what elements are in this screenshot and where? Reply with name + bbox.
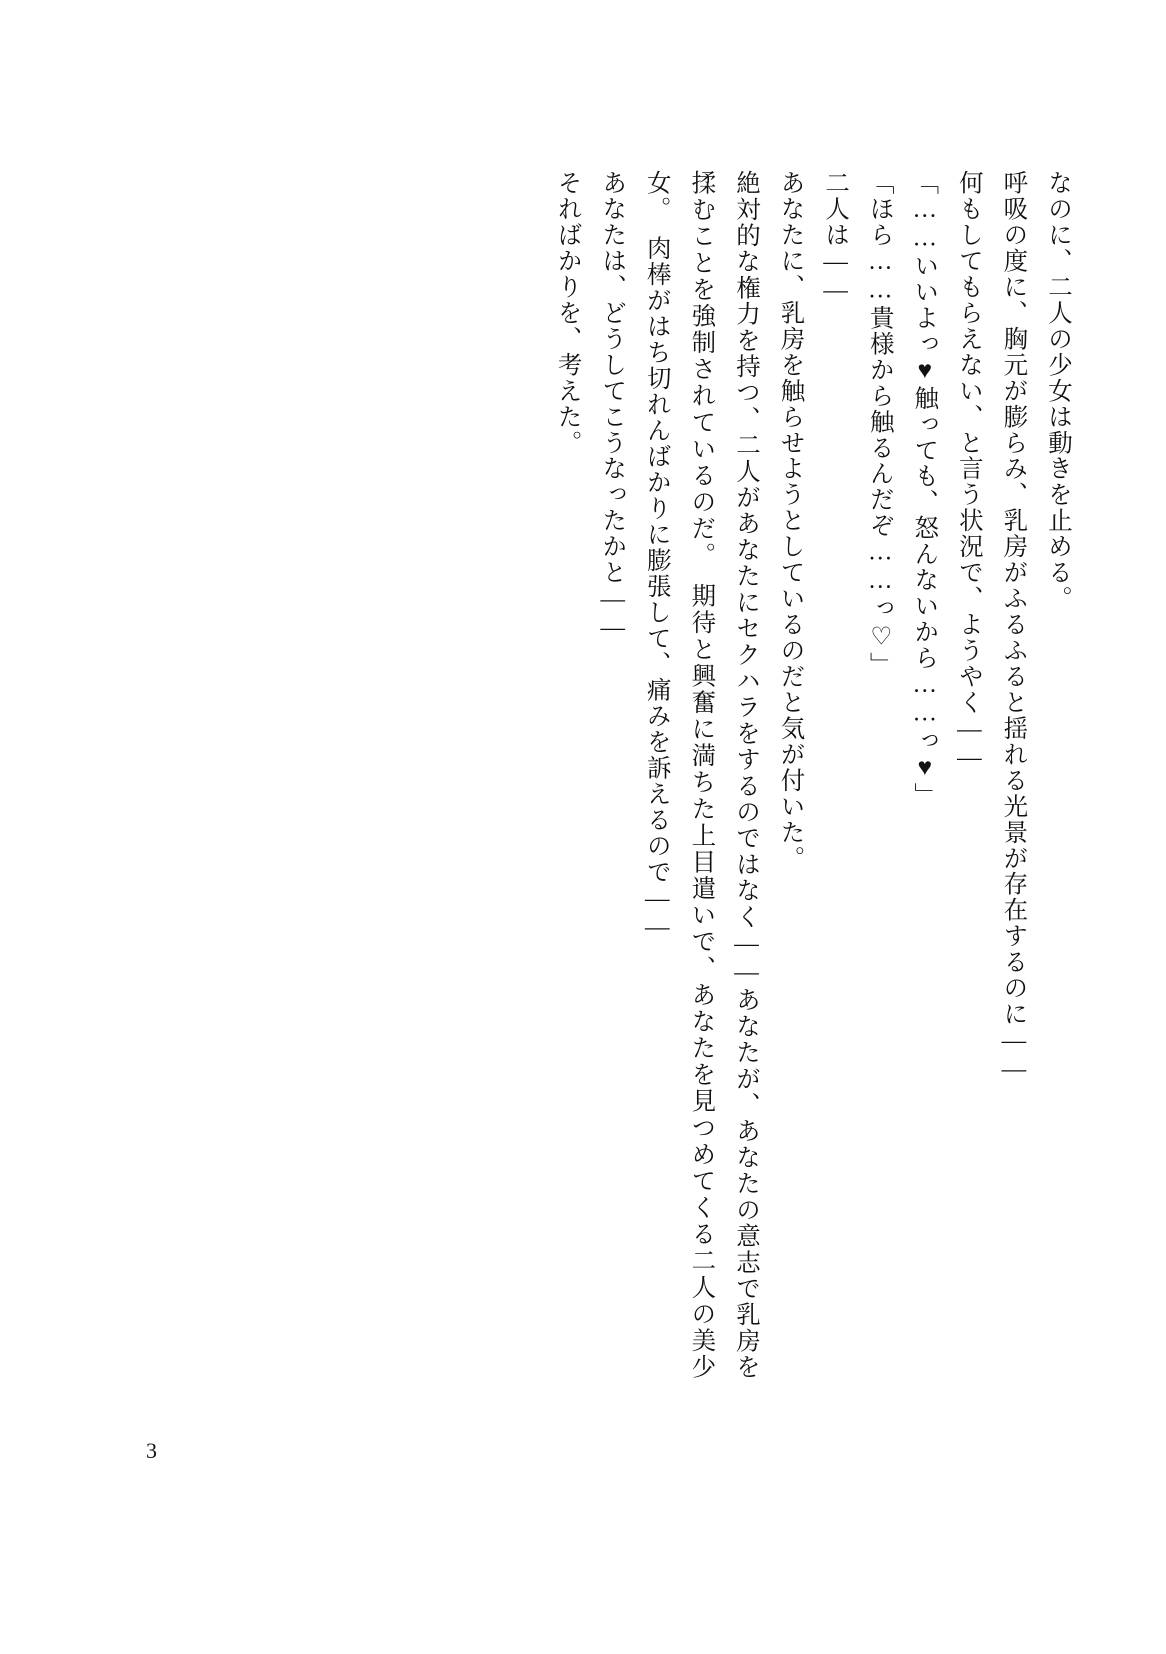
body-text [270,170,1080,1380]
paragraph: 呼吸の度に、胸元が膨らみ、乳房がふるふると揺れる光景が存在するのに―― [1000,170,1028,1084]
paragraph: 二人は―― [822,170,850,305]
page-number: 3 [146,1438,157,1463]
paragraph: 「……いいよっ♥触っても、怒んないから……っ♥」 [911,170,939,809]
paragraph: あなたに、乳房を触らせようとしているのだと気が付いた。 [777,170,805,872]
paragraph: そればかりを、考えた。 [554,170,582,456]
paragraph: 「ほら……貴様から触るんだぞ……っ♡」 [866,170,894,678]
paragraph: 何もしてもらえない、と言う状況で、ようやく―― [955,170,983,773]
paragraph: あなたは、どうしてこうなったかと―― [599,170,627,643]
paragraph: 絶対的な権力を持つ、二人があなたにセクハラをするのではなく――あなたが、あなたの意志で乳房を揉むことを強制されているのだ。 期待と興奮に満ちた上目遣いで、あなたを見つめてくる二人の美少女。 肉棒がはち切れんばかりに膨張して、痛みを訴えるので―― [643,170,760,1380]
paragraph: なのに、二人の少女は動きを止める。 [1045,170,1072,612]
